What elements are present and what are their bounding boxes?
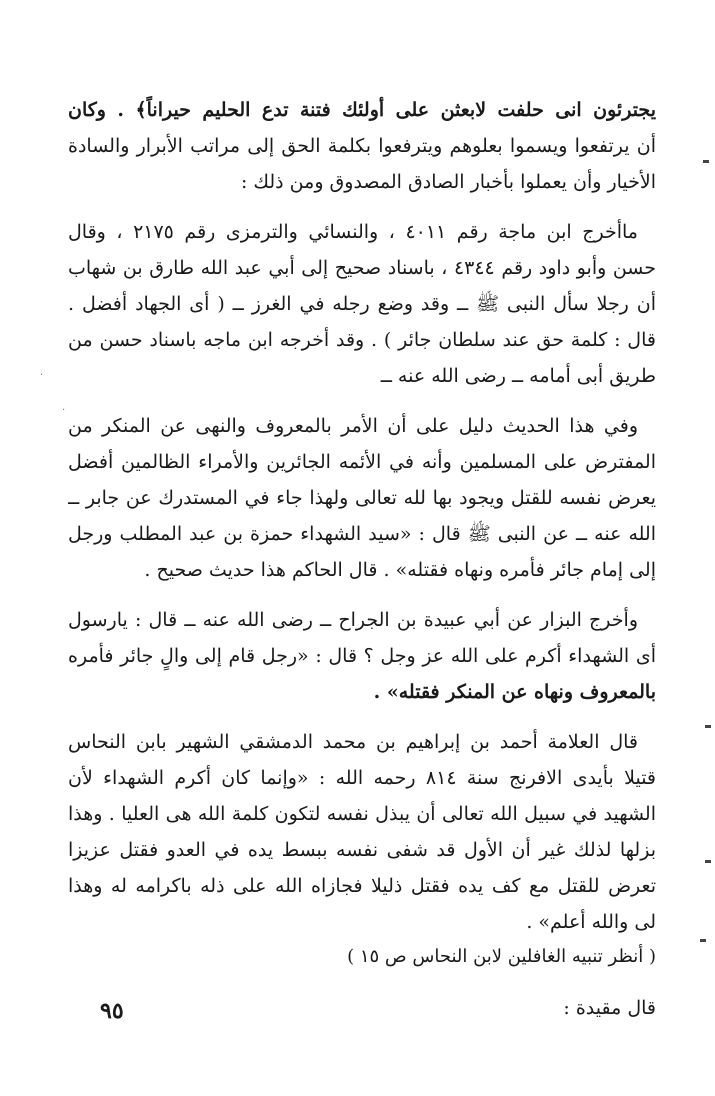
text-line: يجترئون انى حلفت لابعثن على أولئك فتنة تدع الحليم حيراناً﴾ . وكان	[68, 99, 656, 121]
text-line: ماأخرج ابن ماجة رقم ٤٠١١ ، والنسائي والترمزى رقم ٢١٧٥ ، وقال	[68, 221, 638, 243]
text-line: أن يرتفعوا ويسموا بعلوهم ويترفعوا بكلمة الحق إلى مراتب الأبرار والسادة	[68, 135, 656, 157]
text-line: الأخيار وأن يعملوا بأخبار الصادق المصدوق ومن ذلك :	[240, 171, 656, 193]
text-line: حسن وأبو داود رقم ٤٣٤٤ ، باسناد صحيح إلى أبي عبد الله طارق بن شهاب	[68, 257, 656, 279]
text-line: المفترض على المسلمين وأنه في الأئمه الجائرين والأمراء الظالمين أفضل	[68, 451, 656, 473]
text-line: قال : كلمة حق عند سلطان جائر ) . وقد أخرجه ابن ماجه باسناد حسن من	[68, 329, 656, 351]
text-line: وفي هذا الحديث دليل على أن الأمر بالمعروف والنهى عن المنكر من	[68, 415, 638, 437]
text-line: قتيلا بأيدى الافرنج سنة ٨١٤ رحمه الله : «وإنما كان أكرم الشهداء لأن	[68, 767, 656, 789]
text-line: الشهيد في سبيل الله تعالى أن يبذل نفسه لتكون كلمة الله هى العليا . وهذا	[68, 803, 656, 825]
text-line: الله عنه ــ عن النبى ﷺ قال : «سيد الشهداء حمزة بن عبد المطلب ورجل	[68, 523, 656, 545]
text-line: أن رجلا سأل النبى ﷺ ــ وقد وضع رجله في الغرز ــ ( أى الجهاد أفضل .	[68, 293, 656, 315]
paragraph-hadith-tariq	[68, 214, 656, 394]
reference-note: ( أنظر تنبيه الغافلين لابن النحاس ص ١٥ )	[347, 946, 656, 967]
margin-mark	[705, 860, 711, 863]
text-line: وأخرج البزار عن أبي عبيدة بن الجراح ــ رضى الله عنه ــ قال : يارسول	[68, 609, 638, 631]
text-line: بالمعروف ونهاه عن المنكر فقتله» .	[373, 681, 656, 703]
text-line: أى الشهداء أكرم على الله عز وجل ؟ قال : «رجل قام إلى والٍ جائر فأمره	[68, 645, 656, 667]
text-line: لى والله أعلم» .	[526, 911, 656, 933]
margin-mark	[705, 725, 711, 728]
paragraph-bazzar	[68, 602, 656, 710]
scan-speck: ·	[62, 405, 66, 416]
text-line: إلى إمام جائر فأمره ونهاه فقتله» . قال الحاكم هذا حديث صحيح .	[144, 559, 656, 581]
paragraph-closing	[68, 990, 656, 1026]
paragraph-commentary	[68, 408, 656, 588]
text-line: تعرض للقتل مع كف يده فقتل ذليلا فجازاه الله على ذله باكرامه له وهذا	[68, 875, 656, 897]
text-line: بزلها لذلك غير أن الأول قد شفى نفسه ببسط يده في العدو فقتل عزيزا	[68, 839, 656, 861]
scan-speck: ·	[40, 370, 44, 381]
text-line: قال العلامة أحمد بن إبراهيم بن محمد الدمشقي الشهير بابن النحاس	[68, 731, 638, 753]
page-body	[68, 92, 656, 1040]
margin-mark	[700, 939, 706, 942]
text-line: يعرض نفسه للقتل ويجود بها لله تعالى ولهذا جاء في المستدرك عن جابر ــ	[68, 487, 656, 509]
margin-mark	[703, 160, 709, 163]
paragraph-intro	[68, 92, 656, 200]
page-number: ٩٥	[100, 998, 124, 1024]
paragraph-ibn-nahhas	[68, 724, 656, 976]
text-line: قال مقيدة :	[563, 997, 656, 1019]
text-line: طريق أبى أمامه ــ رضى الله عنه ــ	[380, 365, 656, 387]
